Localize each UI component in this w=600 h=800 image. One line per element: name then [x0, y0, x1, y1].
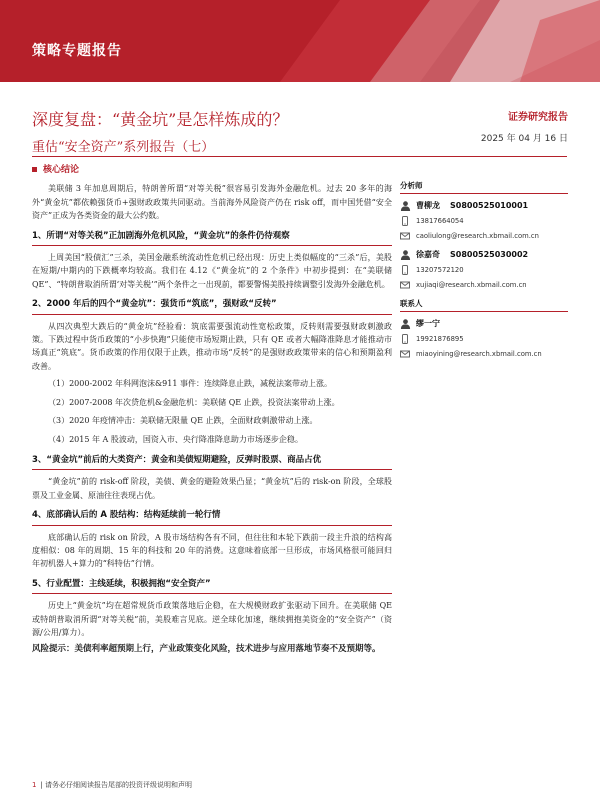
event-item: （4）2015 年 A 股波动，国资入市、央行降准降息助力市场逐步企稳。 — [48, 434, 303, 444]
email-address[interactable]: miaoyining@research.xbmail.com.cn — [416, 350, 542, 358]
contact-name: 缪一宁 — [416, 319, 440, 328]
analyst-code: S0800525030002 — [450, 250, 529, 259]
section-1-body: 上周美国“股债汇”三杀，美国金融系统流动性危机已经出现：历史上类似幅度的“三杀”后，美股在短期/中期内的下跌概率均较高。我们在 4.12《“黄金坑”的 2 个条件》中初步提到：在“美联储 QE”、“特朗普取消所谓‘对等关税’”两个条件之一出现前，都要警惕美股持续调整引发海外金融危机。 — [32, 253, 392, 289]
person-icon — [400, 318, 411, 329]
section-5-title: 5、行业配置：主线延续，积极拥抱“安全资产” — [32, 575, 392, 594]
page-footer — [32, 780, 192, 790]
section-2-title: 2、2000 年后的四个“黄金坑”：强货币“筑底”，强财政“反转” — [32, 295, 392, 314]
core-label: 核心结论 — [43, 165, 80, 175]
main-content — [32, 164, 392, 657]
analyst-entry — [400, 200, 568, 211]
banner-title: 策略专题报告 — [32, 43, 122, 59]
section-3-title: 3、“黄金坑”前后的大类资产：黄金和美债短期避险，反弹时股票、商品占优 — [32, 451, 392, 470]
contact-phone — [400, 334, 568, 344]
banner-decoration — [280, 0, 600, 82]
analyst-name: 曹柳龙 — [416, 201, 440, 210]
phone-number: 13817664054 — [416, 217, 464, 225]
event-item: （3）2020 年疫情冲击：美联储无限量 QE 止跌，全面财政刺激带动上涨。 — [48, 416, 318, 426]
square-bullet-icon — [32, 167, 37, 172]
page-number: 1 — [32, 781, 37, 789]
title-divider — [32, 156, 567, 157]
phone-icon — [400, 265, 410, 275]
report-type: 证券研究报告 — [508, 112, 568, 123]
sidebar — [400, 180, 568, 364]
footer-disclaimer: | 请务必仔细阅读报告尾部的投资评级说明和声明 — [40, 781, 193, 789]
analyst-phone — [400, 265, 568, 275]
email-icon — [400, 349, 410, 359]
email-icon — [400, 231, 410, 241]
page-subtitle: 重估“安全资产”系列报告（七） — [32, 140, 215, 155]
header-banner — [0, 0, 600, 82]
phone-number: 13207572120 — [416, 266, 464, 274]
section-3-body: “黄金坑”前的 risk-off 阶段，美债、黄金的避险效果凸显；“黄金坑”后的 risk-on 阶段，全球股票及工业金属、原油往往表现占优。 — [32, 477, 392, 500]
analyst-label: 分析师 — [400, 180, 568, 194]
analyst-name: 徐嘉奇 — [416, 250, 440, 259]
person-icon — [400, 249, 411, 260]
email-icon — [400, 280, 410, 290]
contact-email — [400, 349, 568, 359]
page-title: 深度复盘：“黄金坑”是怎样炼成的？ — [32, 110, 289, 129]
person-icon — [400, 200, 411, 211]
analyst-entry — [400, 249, 568, 260]
event-item: （2）2007-2008 年次贷危机&金融危机：美联储 QE 止跌，投资法案带动上涨。 — [48, 397, 340, 407]
email-address[interactable]: xujiaqi@research.xbmail.com.cn — [416, 281, 527, 289]
contact-label: 联系人 — [400, 298, 568, 312]
analyst-email — [400, 231, 568, 241]
analyst-phone — [400, 216, 568, 226]
email-address[interactable]: caoliulong@research.xbmail.com.cn — [416, 232, 539, 240]
phone-number: 19921876895 — [416, 335, 464, 343]
core-intro: 美联储 3 年加息周期后，特朗普所谓“对等关税”很容易引发海外金融危机。过去 20 多年的海外“黄金坑”都依赖强货币+强财政政策共同驱动。当前海外风险资产仍在 risk off，而中国凭借“安全资产”正成为各类资金的最大公约数。 — [32, 184, 392, 221]
contact-entry — [400, 318, 568, 329]
phone-icon — [400, 216, 410, 226]
phone-icon — [400, 334, 410, 344]
event-item: （1）2000-2002 年科网泡沫&911 事件：连续降息止跌，减税法案带动上涨。 — [48, 379, 332, 389]
risk-warning: 风险提示：美债利率超预期上行，产业政策变化风险，技术进步与应用落地节奏不及预期等。 — [32, 644, 381, 655]
report-date: 2025 年 04 月 16 日 — [480, 134, 568, 144]
section-5-body: 历史上“黄金坑”均在超常规货币政策落地后企稳，在大规模财政扩张驱动下回升。在美联储 QE 或特朗普取消所谓“对等关税”前，美股难言见底。逆全球化加速，继续拥抱美资金的“安全资产”（资源/公用/算力）。 — [32, 601, 392, 637]
analyst-code: S0800525010001 — [450, 201, 529, 210]
section-2-body: 从四次典型大跌后的“黄金坑”经验看：筑底需要强流动性宽松政策，反转则需要强财政刺激政策。下跌过程中货币政策的“小步快跑”只能使市场短期止跌，只有 QE 或者大幅降准降息才能推动市场真正“筑底”。货币政策的作用仅限于止跌，推动市场“反转”的是强财政政策带来的信心和预期盈利改善。 — [32, 321, 392, 371]
core-heading — [32, 164, 392, 177]
section-1-title: 1、所谓“对等关税”正加剧海外危机风险，“黄金坑”的条件仍待观察 — [32, 227, 392, 246]
section-4-body: 底部确认后的 risk on 阶段，A 股市场结构各有不同，但往往和本轮下跌前一段主升浪的结构高度相似：08 年的周期、15 年的科技和 20 年的消费。这意味着底部一旦形成，市场风格很可能回归年初机器人+算力的“科特估”行情。 — [32, 532, 392, 569]
section-4-title: 4、底部确认后的 A 股结构：结构延续前一轮行情 — [32, 506, 392, 525]
analyst-email — [400, 280, 568, 290]
